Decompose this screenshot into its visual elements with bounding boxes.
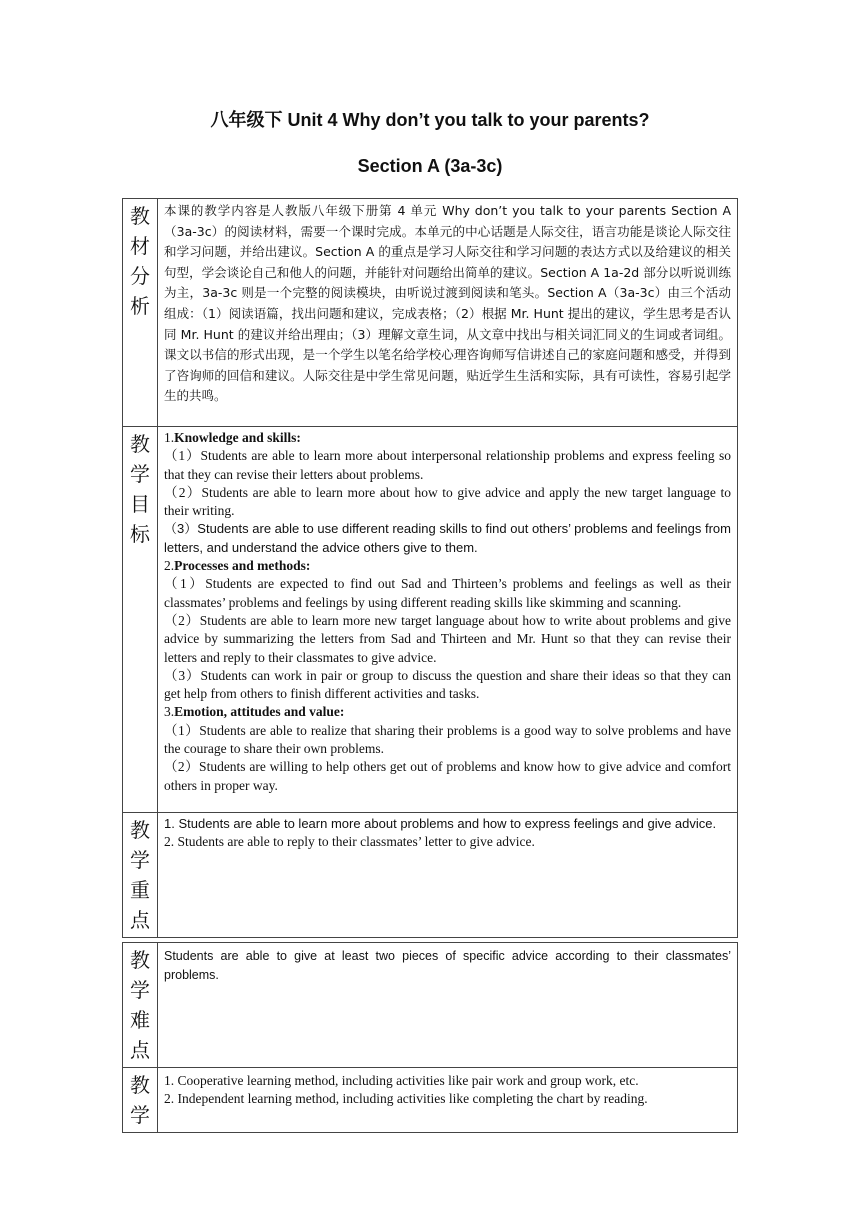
objective-heading-1: 1.Knowledge and skills: <box>164 430 301 445</box>
key-point-2: 2. Students are able to reply to their classmates’ letter to give advice. <box>164 834 535 850</box>
row-label-methods <box>123 1068 158 1133</box>
table-row-objectives <box>123 427 738 813</box>
row-label-analysis <box>123 199 158 427</box>
lesson-plan-table <box>122 198 738 938</box>
difficulties-text: Students are able to give at least two pieces of specific advice according to their classmates’ problems. <box>158 943 738 1068</box>
objectives-text <box>158 427 738 813</box>
methods-text <box>158 1068 738 1133</box>
objective-e2: （2）Students are willing to help others get out of problems and know how to give advice and comfort others in proper way. <box>164 759 731 793</box>
objective-e1: （1）Students are able to realize that sharing their problems is a good way to solve problems and have the courage to share their own problems. <box>164 722 731 757</box>
label-char: 学 <box>130 462 150 486</box>
label-char: 重 <box>130 878 150 902</box>
objective-p1: （1）Students are expected to find out Sad and Thirteen’s problems and feelings as well as their classmates’ problems and feelings by using different reading skills like skimming and scanning. <box>164 576 731 610</box>
lesson-plan-table-continued <box>122 942 738 1133</box>
label-char: 教 <box>130 948 150 972</box>
key-points-text <box>158 813 738 938</box>
row-label-difficulties <box>123 943 158 1068</box>
table-row-methods <box>123 1068 738 1133</box>
label-char: 学 <box>130 978 150 1002</box>
label-char: 材 <box>130 234 150 258</box>
objective-p3: （3）Students can work in pair or group to discuss the question and share their ideas so that they can get help from others to finish different activities and tasks. <box>164 667 731 702</box>
label-char: 学 <box>130 1103 150 1127</box>
label-char: 学 <box>130 848 150 872</box>
label-char: 点 <box>130 908 150 932</box>
table-row-key-points <box>123 813 738 938</box>
label-char: 教 <box>130 204 150 228</box>
document-subtitle: Section A (3a-3c) <box>357 156 503 176</box>
objective-k3: （3）Students are able to use different reading skills to find out others’ problems and feelings from letters, and understand the advice others give to them. <box>164 521 731 555</box>
label-char: 分 <box>130 264 150 288</box>
label-char: 目 <box>130 492 150 516</box>
table-row-analysis <box>123 199 738 427</box>
label-char: 教 <box>130 1073 150 1097</box>
label-char: 难 <box>130 1008 150 1032</box>
label-char: 标 <box>130 522 150 546</box>
label-char: 析 <box>130 294 150 318</box>
method-1: 1. Cooperative learning method, including activities like pair work and group work, etc. <box>164 1073 639 1088</box>
objective-heading-3: 3.Emotion, attitudes and value: <box>164 704 345 720</box>
objective-heading-2: 2.Processes and methods: <box>164 558 311 574</box>
label-char: 教 <box>130 432 150 456</box>
method-2: 2. Independent learning method, including activities like completing the chart by reading. <box>164 1091 648 1107</box>
document-title: 八年级下 Unit 4 Why don’t you talk to your parents? <box>210 110 650 130</box>
objective-p2: （2）Students are able to learn more new target language about how to write about problems and give advice by summarizing the letters from Sad and Thirteen and Mr. Hunt so that they can revise their letters and reply to their classmates to give advice. <box>164 612 731 665</box>
row-label-key-points <box>123 813 158 938</box>
table-row-difficulties <box>123 943 738 1068</box>
analysis-text: 本课的教学内容是人教版八年级下册第 4 单元 Why don’t you talk to your parents Section A（3a-3c）的阅读材料，需要一个课时完成。本单元的中心话题是人际交往，语言功能是谈论人际交往和学习问题，并给出建议。Section A 的重点是学习人际交往和学习问题的表达方式以及给建议的相关句型，学会谈论自己和他人的问题，并能针对问题给出简单的建议。Section A 1a-2d 部分以听说训练为主，3a-3c 则是一个完整的阅读模块，由听说过渡到阅读和笔头。Section A（3a-3c）由三个活动组成：（1）阅读语篇，找出问题和建议，完成表格；（2）根据 Mr. Hunt 提出的建议，学生思考是否认同 Mr. Hunt 的建议并给出理由；（3）理解文章生词，从文章中找出与相关词汇同义的生词或者词组。课文以书信的形式出现，是一个学生以笔名给学校心理咨询师写信讲述自己的家庭问题和感受，并得到了咨询师的回信和建议。人际交往是中学生常见问题，贴近学生生活和实际，具有可读性，容易引起学生的共鸣。 <box>158 199 738 427</box>
objective-k1: （1）Students are able to learn more about interpersonal relationship problems and express feeling so that they can revise their letters about problems. <box>164 448 731 482</box>
row-label-objectives <box>123 427 158 813</box>
key-point-1: 1. Students are able to learn more about problems and how to express feelings and give advice. <box>164 816 717 831</box>
objective-k2: （2）Students are able to learn more about how to give advice and apply the new target language to their writing. <box>164 484 731 519</box>
label-char: 点 <box>130 1038 150 1062</box>
label-char: 教 <box>130 818 150 842</box>
